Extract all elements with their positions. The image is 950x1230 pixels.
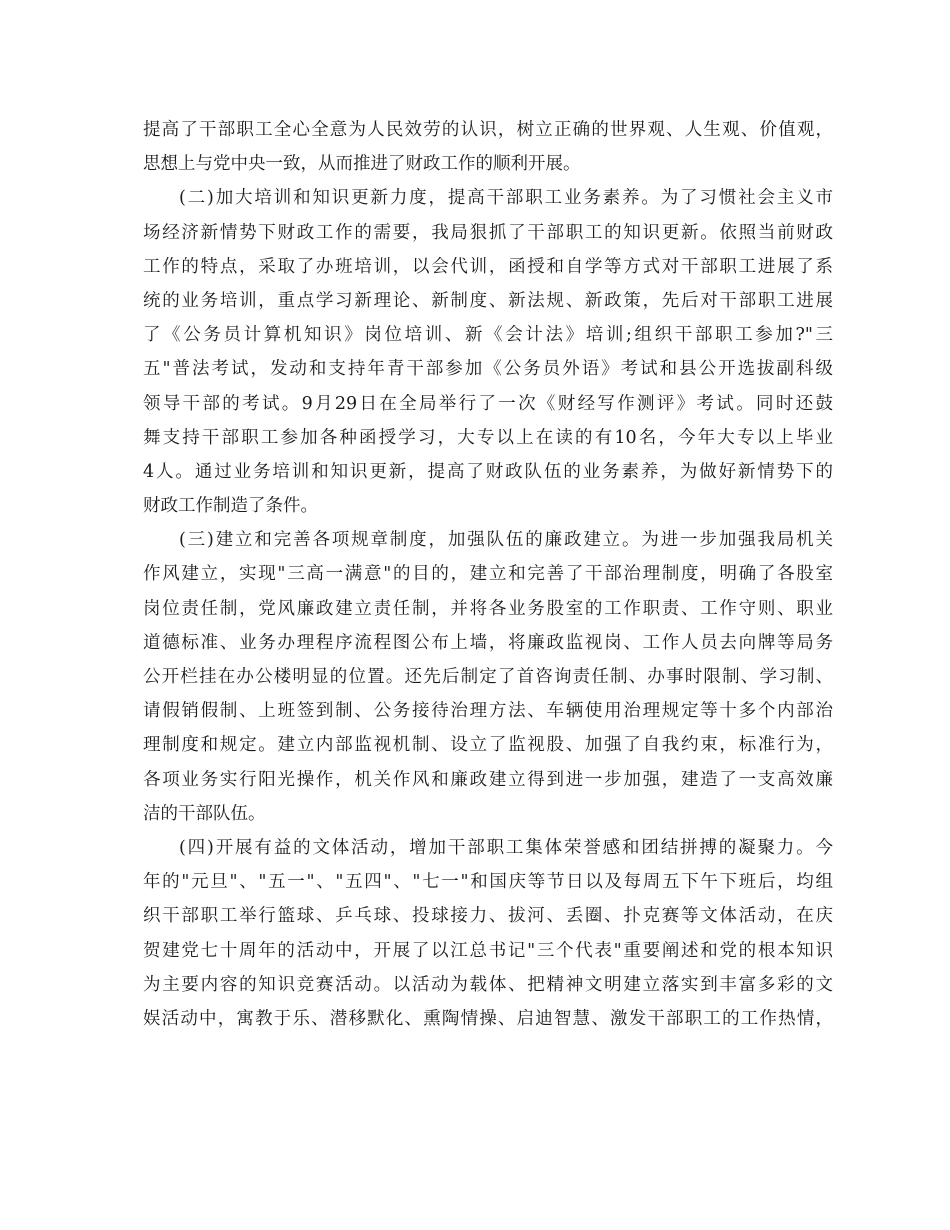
text-line: 公开栏挂在办公楼明显的位置。还先后制定了首咨询责任制、办事时限制、学习制、 [143, 667, 833, 687]
text-line: 思想上与党中央一致，从而推进了财政工作的顺利开展。 [143, 154, 581, 175]
text-line: 理制度和规定。建立内部监视机制、设立了监视股、加强了自我约束，标准行为， [143, 735, 833, 756]
text-line: 为主要内容的知识竞赛活动。以活动为载体、把精神文明建立落实到丰富多彩的文 [143, 974, 833, 995]
text-line: 作风建立，实现"三高一满意"的目的，建立和完善了干部治理制度，明确了各股室 [143, 564, 833, 585]
text-line: 岗位责任制，党风廉政建立责任制，并将各业务股室的工作职责、工作守则、职业 [143, 598, 833, 619]
text-line: (三)建立和完善各项规章制度，加强队伍的廉政建立。为进一步加强我局机关 [179, 530, 833, 551]
text-line: 财政工作制造了条件。 [143, 496, 318, 517]
text-line: 工作的特点，采取了办班培训，以会代训，函授和自学等方式对干部职工进展了系 [143, 256, 833, 277]
text-line: 4人。通过业务培训和知识更新，提高了财政队伍的业务素养，为做好新情势下的 [143, 461, 833, 482]
text-line: 娱活动中，寓教于乐、潜移默化、熏陶情操、启迪智慧、激发干部职工的工作热情， [143, 1008, 833, 1029]
text-line: 提高了干部职工全心全意为人民效劳的认识，树立正确的世界观、人生观、价值观， [143, 120, 833, 140]
text-line: 统的业务培训，重点学习新理论、新制度、新法规、新政策，先后对干部职工进展 [143, 290, 833, 311]
text-line: 领导干部的考试。9月29日在全局举行了一次《财经写作测评》考试。同时还鼓 [143, 393, 833, 414]
text-line: 五"普法考试，发动和支持年青干部参加《公务员外语》考试和县公开选拔副科级 [143, 359, 833, 380]
text-line: 请假销假制、上班签到制、公务接待治理方法、车辆使用治理规定等十多个内部治 [143, 701, 833, 722]
document-body [143, 113, 833, 1036]
text-line: 年的"元旦"、"五一"、"五四"、"七一"和国庆等节日以及每周五下午下班后，均组 [143, 872, 833, 893]
text-line: 洁的干部队伍。 [143, 803, 266, 824]
text-line: 贺建党七十周年的活动中，开展了以江总书记"三个代表"重要阐述和党的根本知识 [143, 940, 833, 961]
text-line: 场经济新情势下财政工作的需要，我局狠抓了干部职工的知识更新。依照当前财政 [143, 222, 833, 243]
text-line: 道德标准、业务办理程序流程图公布上墙，将廉政监视岗、工作人员去向牌等局务 [143, 632, 833, 653]
text-line: (二)加大培训和知识更新力度，提高干部职工业务素养。为了习惯社会主义市 [179, 188, 833, 209]
text-line: 各项业务实行阳光操作，机关作风和廉政建立得到进一步加强，建造了一支高效廉 [143, 769, 833, 790]
text-line: (四)开展有益的文体活动，增加干部职工集体荣誉感和团结拼搏的凝聚力。今 [179, 837, 833, 858]
text-line: 了《公务员计算机知识》岗位培训、新《会计法》培训;组织干部职工参加?"三 [143, 325, 833, 346]
text-line: 舞支持干部职工参加各种函授学习，大专以上在读的有10名，今年大专以上毕业 [143, 427, 833, 448]
text-line: 织干部职工举行篮球、乒乓球、投球接力、拔河、丢圈、扑克赛等文体活动，在庆 [143, 906, 833, 927]
